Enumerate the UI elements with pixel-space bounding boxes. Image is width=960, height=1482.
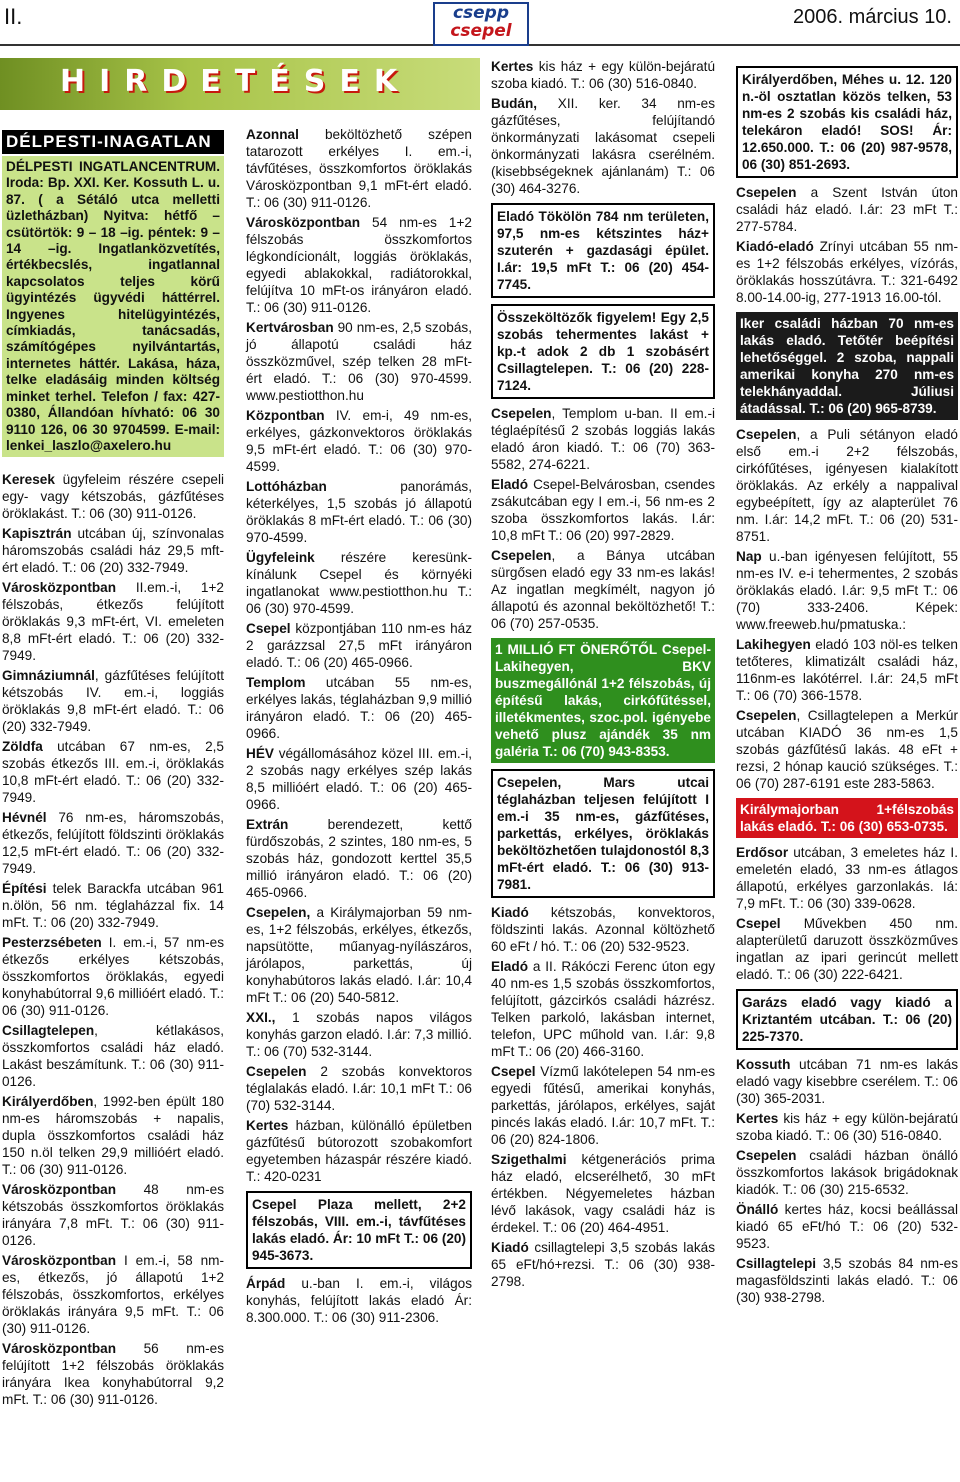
ad-item [2, 1022, 224, 1090]
ad-text: házban, különálló épületben gázfűtésű bútorozott szobakomfort egyetemben házaspár részére kiadó. T.: 420-0231 [246, 1118, 472, 1184]
ad-keyword: Kiadó [491, 905, 529, 920]
ad-keyword: Kertes [491, 59, 534, 74]
ad-item [246, 620, 472, 671]
ad-keyword: Lottóházban [246, 479, 327, 494]
ad-text: , gázfűtéses felújított kétszobás IV. em.-i, loggiás öröklakás 9,8 mFt-ért eladó. T.: 06 (20) 332-7949. [2, 668, 224, 735]
ad-text: a Királymajorban 59 nm-es, 1+2 félszobás, erkélyes, étkezős, napsütötte, műanyag-nyílászáros, járólapos, parkettás, új konyhabútoros lakás eladó. I.ár: 10,4 mFt T.: 06 (20) 540-5812. [246, 905, 472, 1005]
ad-keyword: Zöldfa [2, 739, 43, 755]
ad-keyword: Kiadó [491, 1240, 529, 1255]
ad-text: kertes ház, kocsi beállással kiadó 65 eFt/hó T.: 06 (20) 532-9523. [736, 1202, 958, 1251]
ad-keyword: Városközpontban [2, 1182, 117, 1198]
ad-item [736, 915, 958, 983]
movers-box: Összeköltözők figyelem! Egy 2,5 szobás tehermentes lakást + kp.-t adok 2 db 1 szobásért Csillagtelepen. T.: 06 (20) 228-7124. [491, 304, 715, 399]
ad-text: eladó 103 nöl-es telken tetőteres, klimatizált családi ház, 116nm-es lakótérrel. I.ár: 24,5 mFt T.: 06 (70) 366-1578. [736, 637, 958, 703]
issue-date: 2006. március 10. [793, 6, 952, 28]
column-4 [736, 66, 958, 1309]
ad-keyword: Eladó [491, 959, 529, 974]
ad-keyword: Városközpontban [246, 215, 361, 230]
ad-keyword: Erdősor [736, 845, 789, 860]
ad-keyword: Pesterzsébeten [2, 935, 102, 951]
ad-keyword: Városközpontban [2, 1253, 117, 1269]
ad-item [246, 1117, 472, 1185]
tokol-box: Eladó Tökölön 784 nm területen, 97,5 nm-es kétszintes ház+ szuterén + gazdasági épület. I.ár: 19,5 mFt T.: 06 (20) 454-7745. [491, 203, 715, 298]
ad-text: utcában 71 nm-es lakás eladó vagy kisebbre cserélem. T.: 06 (30) 365-2031. [736, 1057, 958, 1106]
lakihegy-box: 1 MILLIÓ FT ÖNERŐTŐL Csepel-Lakihegyen, BKV buszmegállónál 1+2 félszobás, új építésű lakás, cirkófűtéssel, illetékmentes, szoc.pol. igényebe vehető plusz ajándék 35 nm galéria T.: 06 (70) 943-8353. [491, 638, 715, 763]
ad-item [2, 1093, 224, 1178]
ad-item [736, 1110, 958, 1144]
ad-text: Vízmű lakótelepen 54 nm-es egyedi fűtésű, amerikai konyhás, parkettás, járólapos, erkélyes, saját pincés lakás eladó. I.ár: 10,7 mFt. T.: 06 (20) 824-1806. [491, 1064, 715, 1147]
ad-keyword: Csepelen [246, 1064, 307, 1079]
logo-top: csepp [452, 3, 510, 23]
ad-item [2, 934, 224, 1019]
ad-keyword: Városközpontban [2, 1341, 117, 1357]
ad-keyword: Csepelen [736, 185, 797, 200]
ad-item [2, 738, 224, 806]
ad-text: , Templom u-ban. II em.-i téglaépítésű 2 szobás loggiás lakás eladó áron kiadó. T.: 06 (70) 363-5582, 274-6221. [491, 406, 715, 472]
plaza-box: Csepel Plaza mellett, 2+2 félszobás, VIII. em.-i, távfűtéses lakás eladó. Ár: 10 mFt T.: 06 (20) 945-3673. [246, 1191, 472, 1269]
ad-text: , kétlakásos, összkomfortos családi ház eladó. Lakást beszámítunk. T.: 06 (30) 911-0126. [2, 1023, 224, 1090]
ad-item [736, 184, 958, 235]
ad-item [246, 549, 472, 617]
ad-keyword: Csepelen [491, 548, 552, 563]
logo-bottom: csepel [450, 21, 512, 41]
ad-keyword: Nap [736, 549, 762, 564]
ad-keyword: Központban [246, 408, 325, 423]
ad-list [491, 405, 715, 632]
ad-item [736, 1255, 958, 1306]
ad-keyword: Kossuth [736, 1057, 791, 1072]
ad-item [246, 1009, 472, 1060]
kiralyerdo-box: Királyerdőben, Méhes u. 12. 120 n.-öl osztatlan közös telken, 53 nm-es 2 szobás kis családi ház, telekáron eladó! SOS! Ár: 12.650.000. T.: 06 (20) 987-9578, 06 (30) 851-2693. [736, 66, 958, 178]
ad-keyword: Templom [246, 675, 306, 690]
ad-keyword: Csillagtelepen [2, 1023, 95, 1039]
ad-item [491, 95, 715, 197]
ad-list [2, 471, 224, 1408]
ad-text: , a Bánya utcában sürgősen eladó egy 33 nm-es lakás! Az ingatlan megkímélt, nagyon jó állapotú és azonnal beköltözhető! T.: 06 (70) 257-0535. [491, 548, 715, 631]
ad-text: 1 szobás napos világos konyhás garzon eladó. I.ár: 7,3 millió. T.: 06 (70) 532-3144. [246, 1010, 472, 1059]
ad-keyword: Csepelen [736, 1148, 797, 1163]
ad-list [491, 58, 715, 197]
ad-item [246, 407, 472, 475]
ad-item [736, 707, 958, 792]
ad-keyword: HÉV [246, 746, 274, 761]
ad-text: 3,5 szobás 84 nm-es magasföldszinti lakás eladó. T.: 06 (30) 938-2798. [736, 1256, 958, 1305]
ad-text: végállomásához közel III. em.-i, 2 szobás nagy erkélyes szép lakás 8,5 millióért eladó. T.: 06 (20) 465-0966. [246, 746, 472, 812]
ad-keyword: Csillagtelepi [736, 1256, 817, 1271]
ad-item [736, 1056, 958, 1107]
ad-keyword: Lakihegyen [736, 637, 811, 652]
ad-text: kis ház + egy külön-bejáratú szoba kiadó. T.: 06 (30) 516-0840. [491, 59, 715, 91]
page-number: II. [4, 4, 23, 29]
ad-item [2, 1181, 224, 1249]
newspaper-logo [433, 2, 529, 46]
ad-keyword: Eladó [491, 477, 529, 492]
ad-item [246, 126, 472, 211]
ad-list [736, 184, 958, 306]
ad-list [736, 844, 958, 983]
ad-item [736, 238, 958, 306]
ad-item: Árpád u.-ban I. em.-i, világos konyhás, felújított lakás eladó Ár: 8.300.000. T.: 06 (30) 911-2306. [246, 1276, 472, 1325]
ad-text: utcában 55 nm-es, erkélyes lakás, téglaházban 9,9 millió irányáron eladó. T.: 06 (20) 465-0966. [246, 675, 472, 741]
ad-text: 2 szobás konvektoros téglalakás eladó. I.ár: 10,1 mFt T.: 06 (70) 532-3144. [246, 1064, 472, 1113]
ad-keyword: Ügyfeleink [246, 550, 315, 565]
ad-text: , 1992-ben épült 180 nm-es háromszobás + napalis, dupla összkomfortos családi ház 150 n.öl telken 29,9 millióért eladó. T.: 06 (30) 911-0126. [2, 1094, 224, 1178]
column-3 [491, 58, 715, 1293]
ad-keyword: Budán, [491, 96, 538, 111]
ad-item [736, 1147, 958, 1198]
ad-keyword: Kapisztrán [2, 526, 72, 542]
ad-item [491, 58, 715, 92]
ad-text: kétszobás, konvektoros, földszinti lakás. Azonnal költözhető 60 eFt / hó. T.: 06 (20) 532-9523. [491, 905, 715, 954]
mars-utca-box: Csepelen, Mars utcai téglaházban teljesen felújított I em.-i 35 nm-es, gázfűtéses, parkettás, erkélyes, öröklakás beköltözhetően tulajdonostól 8,3 mFt-ért eladó. T.: 06 (30) 913-7981. [491, 769, 715, 898]
ad-list [246, 126, 472, 1185]
ad-item [736, 1201, 958, 1252]
ad-item [2, 1252, 224, 1337]
ad-item [491, 904, 715, 955]
section-title: DÉLPESTI-INAGATLAN [2, 130, 224, 154]
ad-item [246, 319, 472, 404]
ad-text: beköltözhető szépen tatarozott erkélyes I. em.-i, távfűtéses, összkomfortos öröklakás Városközpontban 9,1 mFt-ért eladó. T.: 06 (30) 911-0126. [246, 127, 472, 210]
ad-keyword: Extrán [246, 817, 289, 832]
ad-item [491, 405, 715, 473]
ad-item [491, 1063, 715, 1148]
ad-item [491, 1151, 715, 1236]
ad-keyword: Csepel [491, 1064, 536, 1079]
ad-text: utcában, 3 emeletes ház I. emeletén eladó, 33 nm-es átlagos állapotú, erkélyes garzonlakás. Iá: 7,9 mFt. T.: 06 (30) 339-0628. [736, 845, 958, 911]
ad-list [736, 1056, 958, 1306]
ad-item [246, 214, 472, 316]
ad-text: XII. ker. 34 nm-es gázfűtéses, felújítandó önkormányzati lakásomat csepeli önkormányzati lakásra cserélném. (kisebbségeknek ajánlanám) T.: 06 (30) 464-3276. [491, 96, 715, 196]
ad-text: a II. Rákóczi Ferenc úton egy 40 nm-es 1,5 szobás összkomfortos, felújított, gázcirkós családi házrész. Telken parkoló, lakásban internet, telefon, UPC műhold van. I.ár: 9,8 mFt T.: 06 (20) 466-3160. [491, 959, 715, 1059]
ad-text: II.em.-i, 1+2 félszobás, étkezős felújított öröklakás 9,3 mFt-ért, VI. emeleten 8,8 mFt-ért eladó. T.: 06 (20) 332-7949. [2, 580, 224, 664]
ad-text: , Csillagtelepen a Merkúr utcában KIADÓ 36 nm-es 1,5 szobás gázfűtésű lakás. 48 eFt + rezsi, 2 hónap kaució szükséges. T.: 06 (70) 287-6191 este 283-5863. [736, 708, 958, 791]
ad-text: Zrínyi utcában 55 nm-es 1+2 félszobás erkélyes, vízórás, öröklakás hosszútávra. T.: 321-6492 8.00-14.00-ig, 277-1913 16.00-tól. [736, 239, 958, 305]
ad-item [736, 548, 958, 633]
column-2 [246, 126, 472, 1329]
ad-list [491, 904, 715, 1290]
ad-text: 54 nm-es 1+2 félszobás összkomfortos légkondícionált, loggiás öröklakás, egyedi ablakokkal, radiátorokkal, felújítva 10 mFt-os irányáron eladó. T.: 06 (30) 911-0126. [246, 215, 472, 315]
ad-item [246, 816, 472, 901]
ad-text: 90 nm-es, 2,5 szobás, jó állapotú családi ház összközművel, szép telken 28 mFt-ért eladó. T.: 06 (30) 970-4599. www.pestiotthon.hu [246, 320, 472, 403]
ad-text: kétgenerációs prima ház eladó, elcserélhető, 30 mFt értékben. Négyemeletes házban lévő lakások, vagy családi ház is érdekel. T.: 06 (20) 464-4951. [491, 1152, 715, 1235]
ad-text: családi házban önálló összkomfortos lakások brigádoknak kiadók. T.: 06 (30) 215-6532. [736, 1148, 958, 1197]
ad-keyword: Csepelen [491, 406, 552, 421]
kiralymajor-box: Királymajorban 1+félszobás lakás eladó. T.: 06 (30) 653-0735. [736, 798, 958, 838]
ad-keyword: Azonnal [246, 127, 299, 142]
agency-box: DÉLPESTI INGATLANCENTRUM. Iroda: Bp. XXI. Ker. Kossuth L. u. 87. ( a Sétáló utca melletti üzletházban) Nyitva: hétfő – csütörtök: 9 – 18 –ig. péntek: 9 – 14 –ig. Ingatlanközvetítés, értékbecslés, ingatlannal kapcsolatos teljes körű ügyintézés ügyvédi háttérrel. Ingyenes hitelügyintézés, címkiadás, tanácsadás, számítógépes nyilvántartás, internetes háttér. Lakása, háza, telke eladásáig minden költség minket terhel. Telefon / fax: 427-0380, Állandóan hívható: 06 30 9110 126, 06 30 9704599. E-mail: lenkei_laszlo@axelero.hu [2, 156, 224, 457]
ad-keyword: Városközpontban [2, 580, 117, 596]
ad-text: utcában 67 nm-es, 2,5 szobás étkezős III. em.-i, öröklakás 10,8 mFt-ért eladó. T.: 06 (20) 332-7949. [2, 739, 224, 806]
ad-text: kis ház + egy külön-bejáratú szoba kiadó. T.: 06 (30) 516-0840. [736, 1111, 958, 1143]
ad-item [2, 809, 224, 877]
ad-text: csillagtelepi 3,5 szobás lakás 65 eFt/hó+rezsi. T.: 06 (30) 938-2798. [491, 1240, 715, 1289]
ad-item [491, 476, 715, 544]
ad-text: I. em.-i, 57 nm-es étkezős erkélyes kétszobás, összkomfortos öröklakás, egyedi konyhabútorral 9,6 millióért eladó. T.: 06 (30) 911-0126. [2, 935, 224, 1019]
ad-item [2, 1340, 224, 1408]
ad-text: részére keresünk-kínálunk Csepel és környéki ingatlanokat www.pestiotthon.hu T.: 06 (30) 970-4599. [246, 550, 472, 616]
page-header [0, 0, 960, 46]
ads-banner [0, 58, 480, 110]
ad-text: berendezett, kettő fürdőszobás, 2 szintes, 180 nm-es, 5 szobás ház, gondozott kerttel 35,5 millió irányáron eladó. T.: 06 (20) 465-0966. [246, 817, 472, 900]
ad-keyword: Gimnáziumnál [2, 668, 95, 684]
ad-keyword: Csepel [736, 916, 781, 931]
iker-box: Iker családi házban 70 nm-es lakás eladó. Tetőtér beépítési lehetőséggel. 2 szoba, nappali amerikai konyha 270 nm-es telekhányaddal. Júliusi átadással. T.: 06 (20) 965-8739. [736, 312, 958, 420]
ad-item [246, 745, 472, 813]
ad-keyword: Hévnél [2, 810, 47, 826]
ad-item [736, 426, 958, 545]
ad-item [2, 579, 224, 664]
ad-keyword: Csepelen, [246, 905, 311, 920]
ad-keyword: Kertes [246, 1118, 289, 1133]
ad-text: , a Puli sétányon eladó első em.-i 2+2 félszobás, cirkófűtéses, igényesen kialakított öröklakás. Az erkély a nappalival egybeépített, így az alapterület 76 nm. I.ár: 14,2 mFt. T.: 06 (20) 531-8751. [736, 427, 958, 544]
ad-item [736, 844, 958, 912]
ad-item [2, 667, 224, 735]
ad-text: 48 nm-es kétszobás összkomfortos öröklakás irányára 7,8 mFt. T.: 06 (30) 911-0126. [2, 1182, 224, 1249]
ad-item [2, 880, 224, 931]
ad-item [491, 547, 715, 632]
ad-item [491, 958, 715, 1060]
ad-text: I em.-i, 58 nm-es, étkezős, jó állapotú 1+2 félszobás, összkomfortos, erkélyes öröklakás irányára 9,5 mFt. T.: 06 (30) 911-0126. [2, 1253, 224, 1337]
ad-text: 56 nm-es felújított 1+2 félszobás öröklakás irányára Ikea konyhabútorral 9,2 mFt. T.: 06 (30) 911-0126. [2, 1341, 224, 1408]
ad-item [246, 1063, 472, 1114]
ad-item [2, 471, 224, 522]
ad-keyword: Kertes [736, 1111, 779, 1126]
garage-box: Garázs eladó vagy kiadó a Kriztantém utcában. T.: 06 (20) 225-7370. [736, 989, 958, 1050]
ad-text: Csepel-Belvárosban, csendes zsákutcában egy I em.-i, 56 nm-es 2 szoba összkomfortos lakás. I.ár: 10,8 mFt T.: 06 (20) 997-2829. [491, 477, 715, 543]
ad-item [246, 674, 472, 742]
ad-keyword: Csepelen [736, 708, 797, 723]
ad-keyword: Csepelen [736, 427, 797, 442]
ad-text: telek Barackfa utcában 961 n.ölön, 56 nm. téglaházzal fix. 14 mFt. T.: 06 (20) 332-7949. [2, 881, 224, 931]
column-1 [2, 156, 224, 1411]
ad-keyword: Kertvárosban [246, 320, 334, 335]
ad-keyword: Kiadó-eladó [736, 239, 814, 254]
ad-item [491, 1239, 715, 1290]
ad-list [736, 426, 958, 792]
ad-keyword: Csepel [246, 621, 291, 636]
ad-text: utcában új, színvonalas háromszobás családi ház 29,5 mft-ért eladó. T.: 06 (20) 332-7949. [2, 526, 224, 576]
ad-text: 76 nm-es, háromszobás, étkezős, felújított földszinti öröklakás 12,5 mFt-ért eladó. T.: 06 (20) 332-7949. [2, 810, 224, 877]
ad-text: ügyfeleim részére csepeli egy- vagy kétszobás, gázfűtéses öröklakást. T.: 06 (30) 911-0126. [2, 472, 224, 522]
banner-title: HIRDETÉSEK [60, 64, 412, 99]
ad-keyword: Királyerdőben [2, 1094, 94, 1110]
ad-item [2, 525, 224, 576]
ad-keyword: XXI., [246, 1010, 276, 1025]
ad-keyword: Építési [2, 881, 47, 897]
ad-item [736, 636, 958, 704]
ad-text: IV. em-i, 49 nm-es, erkélyes, gázkonvektoros öröklakás 9,5 mFt-ért eladó. T.: 06 (30) 970-4599. [246, 408, 472, 474]
ad-text: a Szent István úton családi ház eladó. I.ár: 23 mFt T.: 277-5784. [736, 185, 958, 234]
ad-keyword: Keresek [2, 472, 55, 488]
ad-text: u.-ban igényesen felújított, 55 nm-es IV. e-i tehermentes, 2 szobás öröklakás eladó. I.ár: 9,5 mFt T.: 06 (70) 333-2406. Képek: www.freeweb.hu/pmatuska.: [736, 549, 958, 632]
ad-text: Művekben 450 nm. alapterületű daruzott összközműves ingatlan az ipari gerincút mellett eladó. T.: 06 (30) 222-6421. [736, 916, 958, 982]
ad-keyword: Önálló [736, 1202, 779, 1217]
ad-keyword: Szigethalmi [491, 1152, 567, 1167]
ad-item [246, 478, 472, 546]
ad-text: panorámás, kéterkélyes, 1,5 szobás jó állapotú öröklakás 8 mFt-ért eladó. T.: 06 (30) 970-4599. [246, 479, 472, 545]
ad-text: központjában 110 nm-es ház 2 garázzsal 27,5 mFt irányáron eladó. T.: 06 (20) 465-0966. [246, 621, 472, 670]
ad-item [246, 904, 472, 1006]
